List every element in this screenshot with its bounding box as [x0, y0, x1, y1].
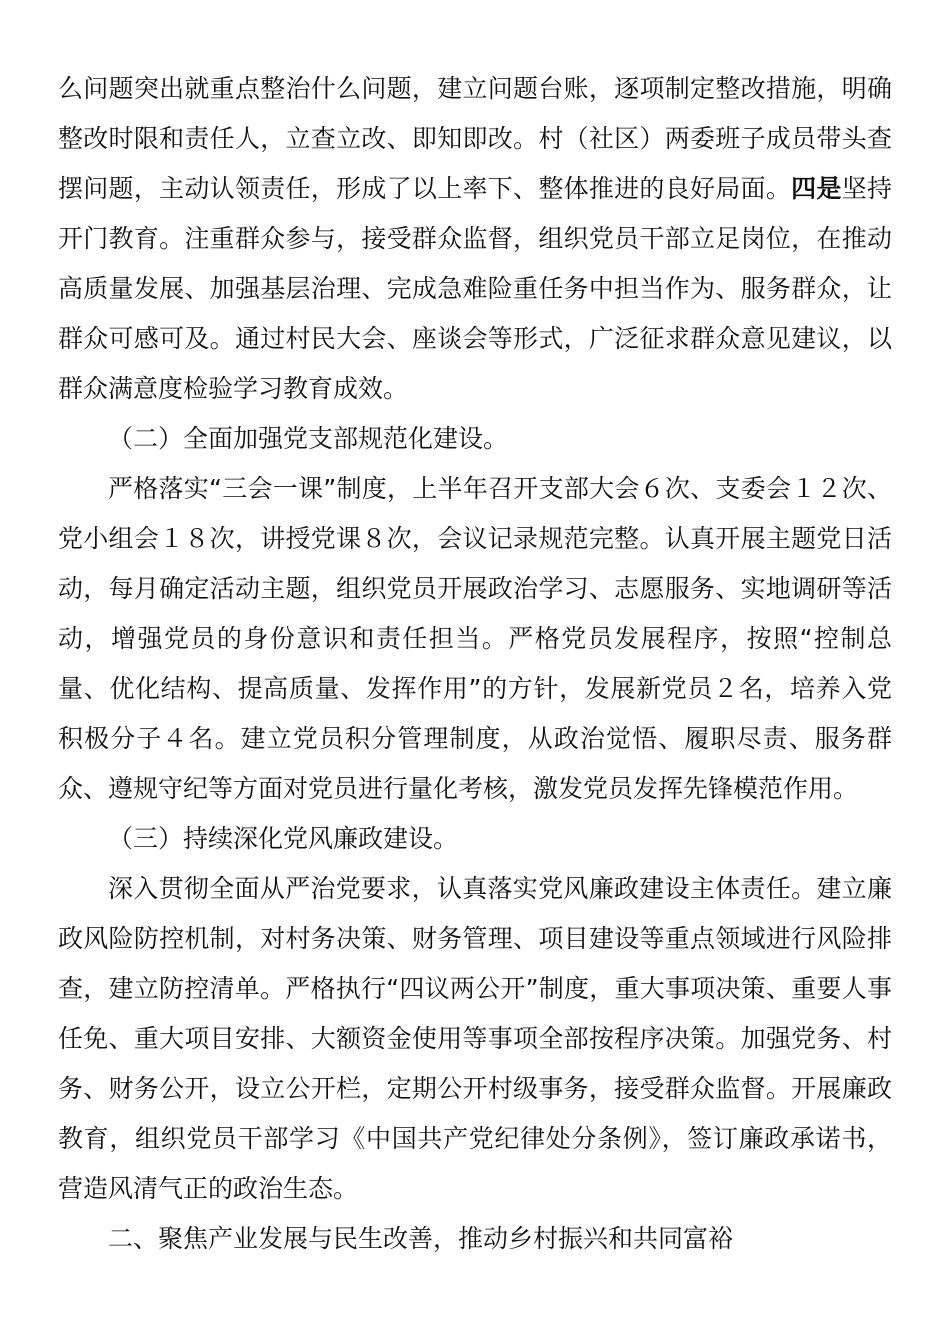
- paragraph-text: 么问题突出就重点整治什么问题，建立问题台账，逐项制定整改措施，明确整改时限和责任人，立查立改、即知即改。村（社区）两委班子成员带头查摆问题，主动认领责任，形成了以上率下、整体推进的良好局面。: [58, 74, 892, 203]
- subheading-branch-standardization: （二）全面加强党支部规范化建设。: [108, 424, 509, 453]
- paragraph-text: 坚持开门教育。注重群众参与，接受群众监督，组织党员干部立足岗位，在推动高质量发展、加强基层治理、完成急难险重任务中担当作为、服务群众，让群众可感可及。通过村民大会、座谈会等形式，广泛征求群众意见建议，以群众满意度检验学习教育成效。: [58, 174, 892, 403]
- bold-marker: 四是: [791, 174, 842, 203]
- subheading-clean-governance: （三）持续深化党风廉政建设。: [108, 824, 459, 853]
- document-page: [58, 64, 892, 1264]
- paragraph-branch-standardization: 严格落实“三会一课”制度，上半年召开支部大会６次、支委会１２次、党小组会１８次，讲授党课８次，会议记录规范完整。认真开展主题党日活动，每月确定活动主题，组织党员开展政治学习、志愿服务、实地调研等活动，增强党员的身份意识和责任担当。严格党员发展程序，按照“控制总量、优化结构、提高质量、发挥作用”的方针，发展新党员２名，培养入党积极分子４名。建立党员积分管理制度，从政治觉悟、履职尽责、服务群众、遵规守纪等方面对党员进行量化考核，激发党员发挥先锋模范作用。: [58, 474, 892, 803]
- paragraph-open-education: [58, 64, 892, 414]
- section-heading-industry: 二、聚焦产业发展与民生改善，推动乡村振兴和共同富裕: [108, 1224, 734, 1253]
- paragraph-clean-governance: 深入贯彻全面从严治党要求，认真落实党风廉政建设主体责任。建立廉政风险防控机制，对村务决策、财务管理、项目建设等重点领域进行风险排查，建立防控清单。严格执行“四议两公开”制度，重大事项决策、重要人事任免、重大项目安排、大额资金使用等事项全部按程序决策。加强党务、村务、财务公开，设立公开栏，定期公开村级事务，接受群众监督。开展廉政教育，组织党员干部学习《中国共产党纪律处分条例》，签订廉政承诺书，营造风清气正的政治生态。: [58, 874, 892, 1203]
